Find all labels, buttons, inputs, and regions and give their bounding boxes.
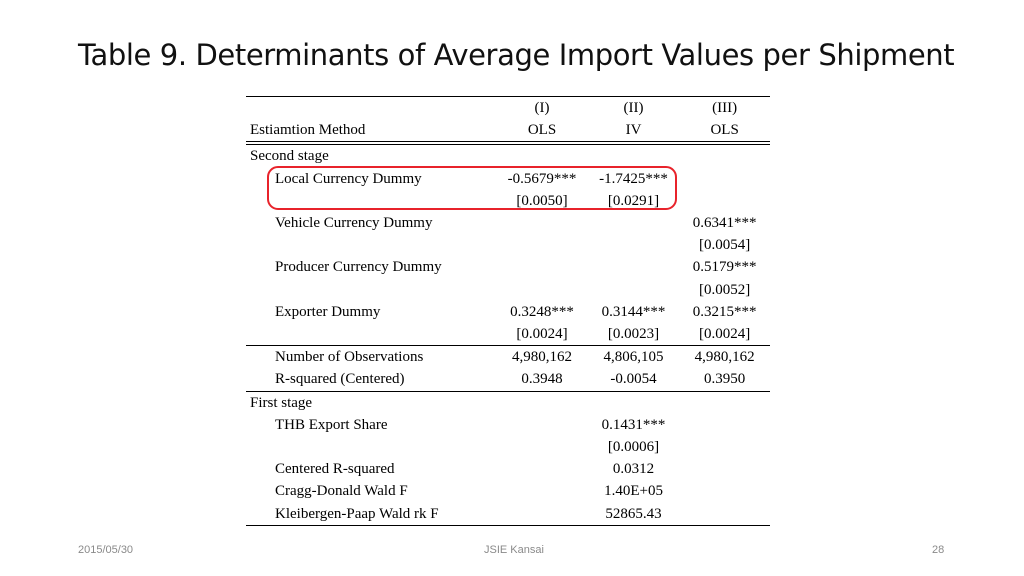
footer-date: 2015/05/30 xyxy=(78,544,134,556)
slide-title: Table 9. Determinants of Average Import Values per Shipment xyxy=(78,38,955,72)
stat-cell xyxy=(679,458,770,480)
table-row xyxy=(246,503,770,526)
section-label: First stage xyxy=(250,394,313,411)
page-number: 28 xyxy=(932,544,945,556)
stat-cell: 4,980,162 xyxy=(496,346,588,369)
row-label: Kleibergen-Paap Wald rk F xyxy=(246,503,496,526)
coef-cell: 0.6341*** xyxy=(692,215,757,232)
method-label: Estiamtion Method xyxy=(246,119,496,143)
se-cell xyxy=(496,279,588,301)
se-cell: [0.0291] xyxy=(607,192,660,209)
method-cell: OLS xyxy=(496,119,588,143)
row-label: Number of Observations xyxy=(246,346,496,369)
stat-cell: 1.40E+05 xyxy=(604,483,663,500)
se-cell: [0.0023] xyxy=(607,326,660,343)
coef-cell: 0.3248*** xyxy=(510,303,574,320)
se-cell: [0.0006] xyxy=(607,439,660,456)
stat-cell: 0.3950 xyxy=(679,368,770,391)
coef-cell: 0.1431*** xyxy=(601,416,666,433)
section-label: Second stage xyxy=(250,148,329,165)
stat-cell: 4,980,162 xyxy=(679,346,770,369)
se-cell xyxy=(679,190,770,212)
coef-cell xyxy=(496,212,588,234)
stat-cell xyxy=(496,480,588,502)
row-label: THB Export Share xyxy=(275,416,388,433)
se-row xyxy=(246,436,770,458)
table-row xyxy=(246,212,770,234)
se-row xyxy=(246,323,770,346)
se-row xyxy=(246,279,770,301)
se-cell: [0.0052] xyxy=(699,281,751,298)
column-number-row xyxy=(246,97,770,120)
stat-cell xyxy=(496,458,588,480)
coef-cell xyxy=(496,414,588,436)
row-label: Centered R-squared xyxy=(275,461,395,478)
col-number: (II) xyxy=(588,97,680,120)
row-label: Cragg-Donald Wald F xyxy=(275,483,408,500)
stat-cell: 4,806,105 xyxy=(588,346,680,369)
table-row xyxy=(246,301,770,323)
highlight-box xyxy=(267,166,677,210)
stat-cell: 0.3948 xyxy=(496,368,588,391)
stat-cell: 0.0312 xyxy=(612,461,655,478)
section-header-row xyxy=(246,391,770,414)
row-label: Vehicle Currency Dummy xyxy=(275,215,433,232)
se-cell xyxy=(588,279,680,301)
stat-cell xyxy=(679,480,770,502)
coef-cell: -0.5679*** xyxy=(507,170,577,187)
se-cell: [0.0054] xyxy=(699,237,751,254)
table-row xyxy=(246,414,770,436)
coef-cell xyxy=(679,168,770,190)
coef-cell xyxy=(679,414,770,436)
se-cell xyxy=(496,436,588,458)
coef-cell: 0.3215*** xyxy=(692,303,757,320)
stat-cell: 52865.43 xyxy=(588,503,680,526)
coef-cell xyxy=(496,256,588,278)
coef-cell: 0.3144*** xyxy=(601,303,666,320)
stat-cell: -0.0054 xyxy=(588,368,680,391)
se-cell xyxy=(679,436,770,458)
footer-center: JSIE Kansai xyxy=(484,544,544,556)
stats-row xyxy=(246,368,770,391)
method-row xyxy=(246,119,770,143)
row-label: Producer Currency Dummy xyxy=(275,259,442,276)
coef-cell xyxy=(588,212,680,234)
method-cell: OLS xyxy=(679,119,770,143)
coef-cell: 0.5179*** xyxy=(692,259,757,276)
stat-cell xyxy=(496,503,588,526)
coef-cell xyxy=(588,256,680,278)
method-cell: IV xyxy=(588,119,680,143)
se-cell xyxy=(496,234,588,256)
se-cell xyxy=(588,234,680,256)
se-cell: [0.0024] xyxy=(516,326,568,343)
section-header-row xyxy=(246,143,770,167)
table-row xyxy=(246,256,770,278)
se-cell: [0.0024] xyxy=(699,326,751,343)
col-number: (I) xyxy=(496,97,588,120)
stats-row xyxy=(246,346,770,369)
col-number: (III) xyxy=(679,97,770,120)
row-label: R-squared (Centered) xyxy=(246,368,496,391)
table-row xyxy=(246,458,770,480)
regression-table xyxy=(246,96,770,526)
row-label: Local Currency Dummy xyxy=(275,170,422,187)
stat-cell xyxy=(679,503,770,526)
row-label: Exporter Dummy xyxy=(275,303,381,320)
se-cell: [0.0050] xyxy=(516,192,568,209)
coef-cell: -1.7425*** xyxy=(599,170,668,187)
table-row xyxy=(246,480,770,502)
se-row xyxy=(246,234,770,256)
